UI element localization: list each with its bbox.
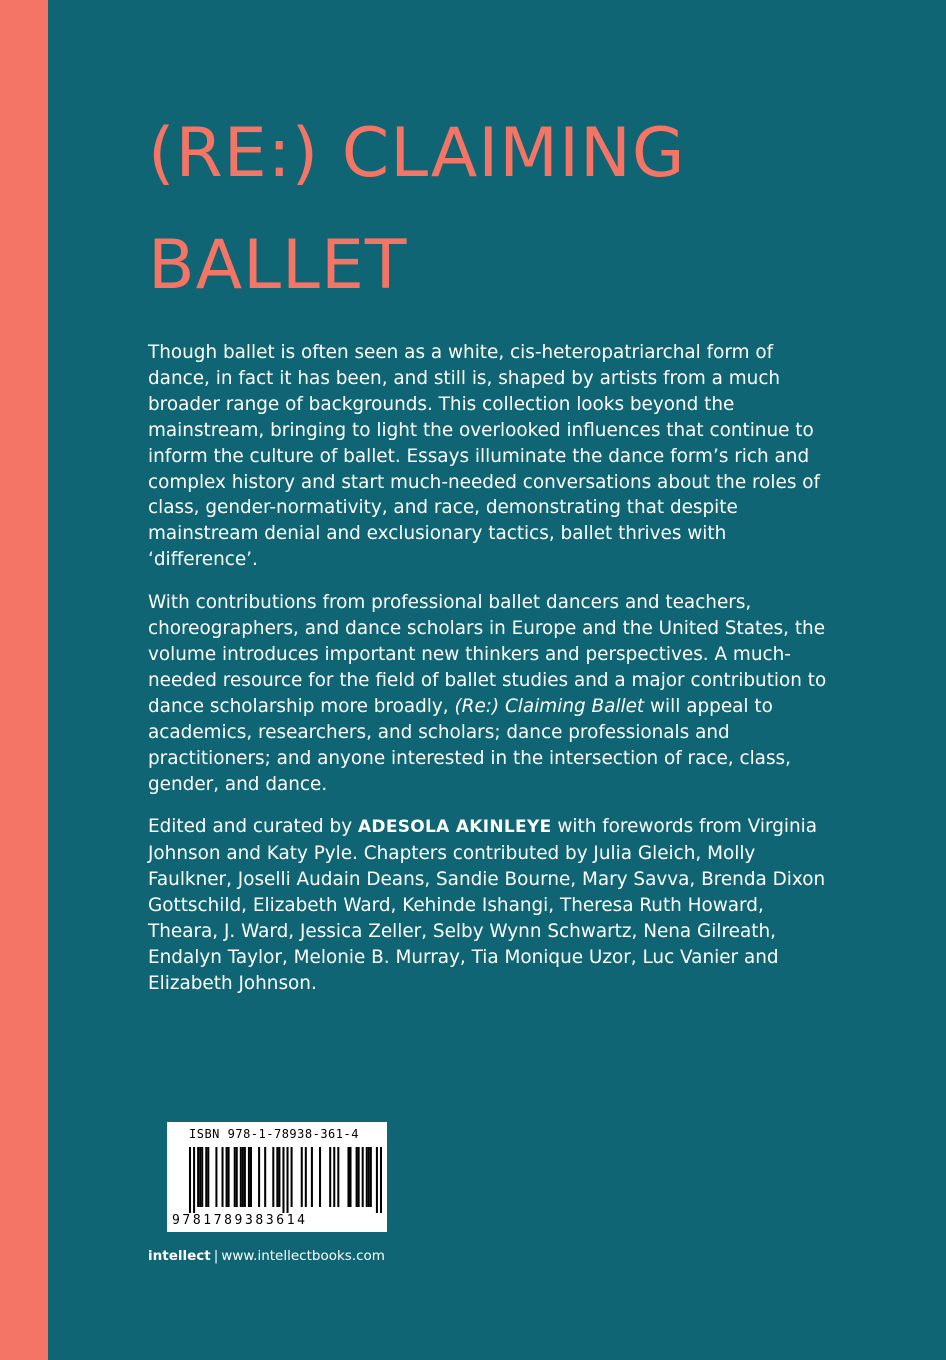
- barcode-bar: [248, 1147, 250, 1207]
- barcode-bar: [301, 1147, 303, 1207]
- publisher-separator: |: [213, 1248, 219, 1264]
- blurb-paragraph-2-start: With contributions from professional ballet dancers and teachers, choreographers, and dance scholars in Europe and the United States, the volume introduces important new thinkers and perspectives. A much-needed resource for the field of ballet studies and a major contribution to dance scholarship more broadly,: [148, 592, 827, 717]
- barcode-bar: [380, 1147, 382, 1213]
- barcode-bar: [250, 1147, 252, 1207]
- spine-color-stripe: [0, 0, 48, 1360]
- barcode-bar: [337, 1147, 339, 1207]
- barcode-bar: [272, 1147, 274, 1207]
- contributors-list: with forewords from Virginia Johnson and Katy Pyle. Chapters contributed by Julia Gleich, Molly Faulkner, Joselli Audain Deans, Sandie Bourne, Mary Savva, Brenda Dixon Gottschild, Elizabeth Ward, Kehinde Ishangi, Theresa Ruth Howard, Theara, J. Ward, Jessica Zeller, Selby Wynn Schwartz, Nena Gilreath, Endalyn Taylor, Melonie B. Murray, Tia Monique Uzor, Luc Vanier and Elizabeth Johnson.: [148, 816, 826, 994]
- barcode-bar: [329, 1147, 331, 1207]
- barcode-bar: [236, 1147, 238, 1207]
- barcode-bar: [264, 1147, 266, 1207]
- barcode-bar: [287, 1147, 289, 1213]
- barcode-bar: [240, 1147, 242, 1207]
- barcode-bar: [366, 1147, 368, 1207]
- barcode-bar: [278, 1147, 280, 1207]
- barcode-bar: [205, 1147, 207, 1207]
- isbn-barcode: [167, 1122, 387, 1232]
- editor-intro: Edited and curated by: [148, 816, 358, 838]
- barcode-bar: [193, 1147, 195, 1213]
- book-title-italic: (Re:) Claiming Ballet: [454, 695, 645, 717]
- blurb-paragraph-1: Though ballet is often seen as a white, cis-heteropatriarchal form of dance, in fact it has been, and still is, shaped by artists from a much broader range of backgrounds. This collection looks beyond the mainstream, bringing to light the overlooked influences that continue to inform the culture of ballet. Essays illuminate the dance form’s rich and complex history and start much-needed conversations about the roles of class, gender-normativity, and race, demonstrating that despite mainstream denial and exclusionary tactics, ballet thrives with ‘difference’.: [148, 342, 820, 571]
- barcode-bar: [222, 1147, 224, 1207]
- barcode-bar: [242, 1147, 244, 1207]
- barcode-bar: [358, 1147, 360, 1207]
- book-title: [148, 98, 868, 322]
- barcode-bar: [282, 1147, 284, 1213]
- barcode-bar: [199, 1147, 201, 1207]
- book-description: [148, 340, 836, 1014]
- barcode-number: 9781789383614: [172, 1213, 308, 1228]
- barcode-bar: [258, 1147, 260, 1207]
- barcode-bar: [189, 1147, 191, 1213]
- barcode-bar: [201, 1147, 203, 1207]
- contributors-paragraph: [148, 814, 836, 996]
- barcode-bar: [244, 1147, 246, 1207]
- barcode-bar: [376, 1147, 378, 1213]
- barcode-bar: [234, 1147, 236, 1207]
- publisher-footer: [148, 1248, 385, 1264]
- barcode-bar: [305, 1147, 307, 1207]
- editor-name: ADESOLA AKINLEYE: [357, 817, 552, 838]
- barcode-bar: [197, 1147, 199, 1207]
- barcode-bar: [356, 1147, 358, 1207]
- barcode-bar: [226, 1147, 228, 1207]
- barcode-bar: [207, 1147, 209, 1207]
- publisher-website[interactable]: www.intellectbooks.com: [221, 1248, 385, 1264]
- barcode-bar: [319, 1147, 321, 1207]
- barcode-bar: [368, 1147, 370, 1207]
- barcode-bar: [333, 1147, 335, 1207]
- title-line-1: (RE:) CLAIMING: [148, 114, 686, 193]
- barcode-bar: [370, 1147, 372, 1207]
- barcode-bar: [291, 1147, 293, 1207]
- isbn-label: ISBN 978-1-78938-361-4: [189, 1127, 359, 1141]
- barcode-bar: [228, 1147, 230, 1207]
- barcode-bar: [276, 1147, 278, 1207]
- barcode-bars: [189, 1147, 382, 1213]
- barcode-bar: [349, 1147, 351, 1207]
- blurb-paragraph-2: [148, 590, 836, 797]
- barcode-bar: [311, 1147, 313, 1207]
- barcode-bar: [347, 1147, 349, 1207]
- publisher-logo: intellect: [148, 1248, 211, 1264]
- barcode-bar: [362, 1147, 364, 1207]
- blurb-paragraph-2-end: will appeal to academics, researchers, and scholars; dance professionals and practitioners; and anyone interested in the intersection of race, class, gender, and dance.: [148, 695, 791, 795]
- title-line-2: BALLET: [148, 226, 408, 305]
- barcode-bar: [215, 1147, 217, 1207]
